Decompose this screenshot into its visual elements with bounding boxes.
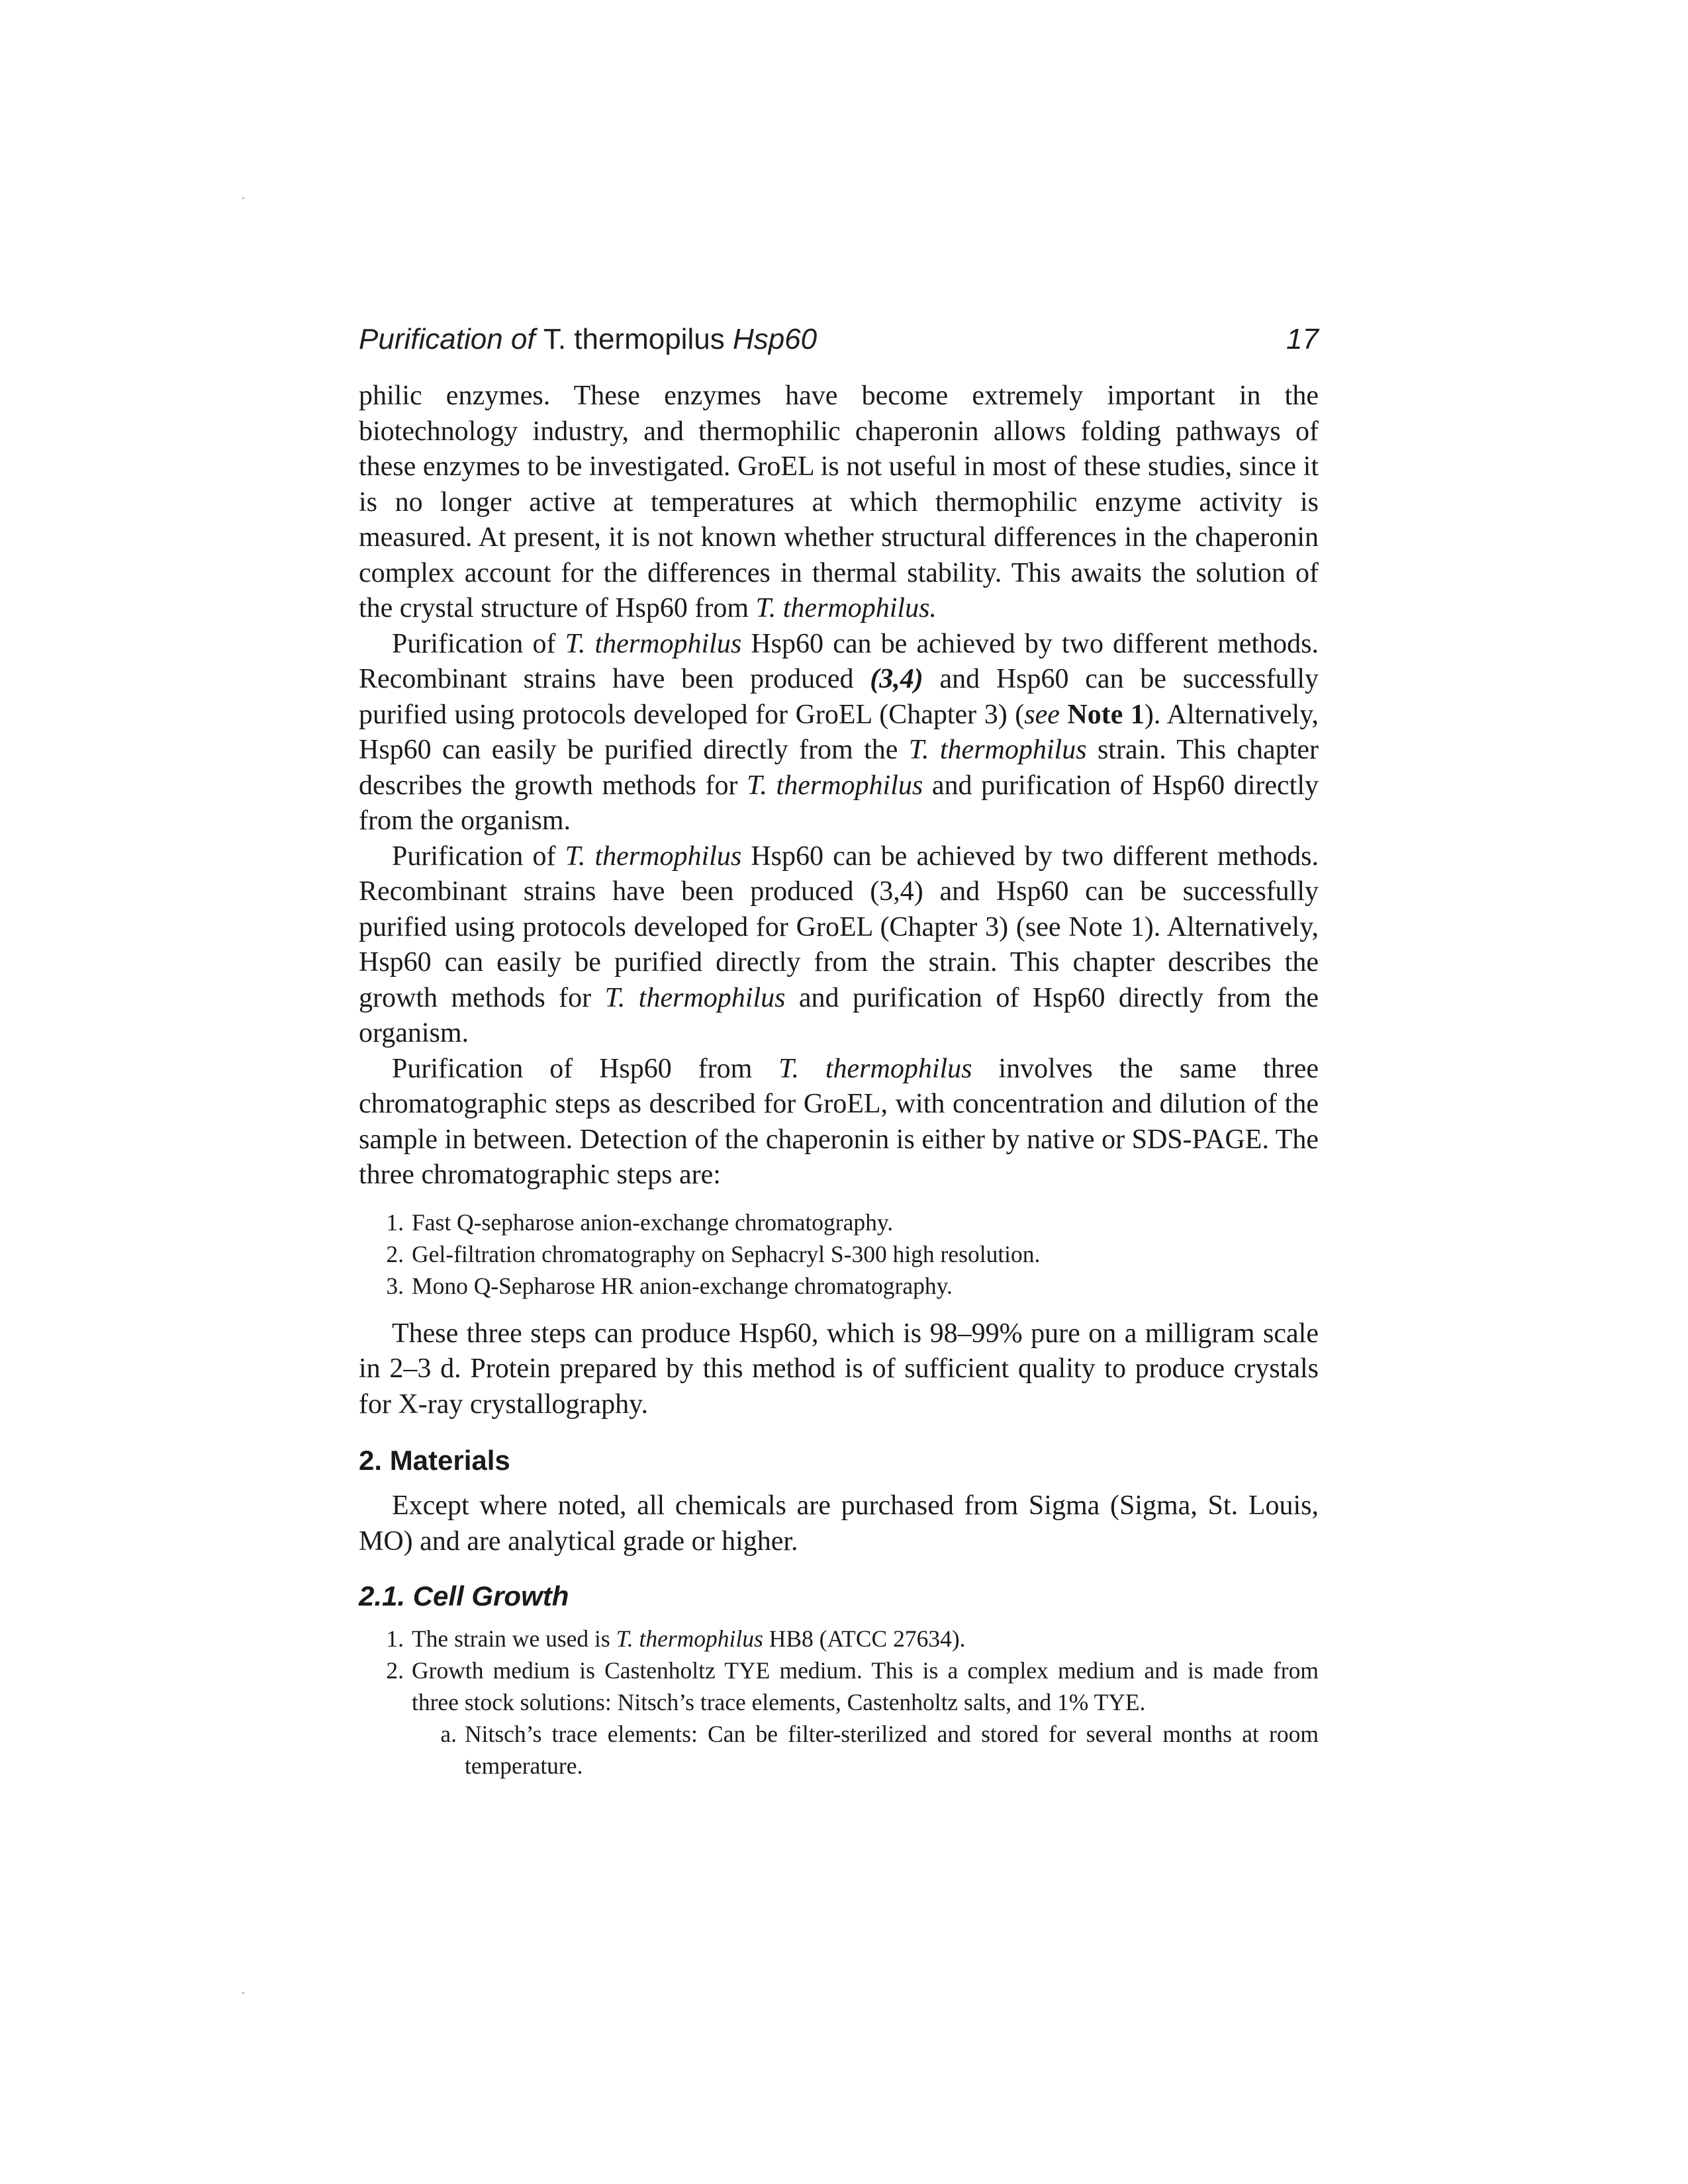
scan-mark-bottom — [242, 1992, 244, 1994]
list-subitem: a. Nitsch’s trace elements: Can be filter-sterilized and stored for several months at room temperature. — [440, 1721, 1319, 1779]
list-item: 2. Growth medium is Castenholtz TYE medium. This is a complex medium and is made from three stock solutions: Nitsch’s trace elements, Castenholtz salts, and 1% TYE. — [386, 1657, 1319, 1715]
list-item: 2. Gel-filtration chromatography on Sephacryl S-300 high resolution. — [386, 1240, 1041, 1267]
scan-mark-top — [242, 197, 244, 199]
page-number: 17 — [1286, 323, 1319, 355]
paragraph-4: Purification of Hsp60 from T. thermophilus involves the same three chromatographic steps as described for GroEL, with concentration and dilution of the sample in between. Detection of the chaperonin is either by native or SDS-PAGE. The three chromatographic steps are: — [359, 1053, 1319, 1190]
list-item: 1. Fast Q-sepharose anion-exchange chromatography. — [386, 1208, 894, 1236]
paragraph-2: Purification of T. thermophilus Hsp60 can be achieved by two different methods. Recombinant strains have been produced (3,4) and Hsp60 can be successfully purified using protocols developed for GroEL (Chapter 3) (see Note 1). Alternatively, Hsp60 can easily be purified directly from the T. thermophilus strain. This chapter describes the growth methods for T. thermophilus and purification of Hsp60 directly from the organism. — [359, 628, 1319, 836]
page-content — [359, 323, 1319, 1782]
paragraph-5: These three steps can produce Hsp60, which is 98–99% pure on a milligram scale in 2–3 d. Protein prepared by this method is of sufficient quality to produce crystals for X-ray crystallography. — [359, 1318, 1319, 1420]
running-title: Purification of T. thermopilus Hsp60 — [359, 323, 818, 355]
paragraph-3: Purification of T. thermophilus Hsp60 can be achieved by two different methods. Recombinant strains have been produced (3,4) and Hsp60 can be successfully purified using protocols developed for GroEL (Chapter 3) (see Note 1). Alternatively, Hsp60 can easily be purified directly from the strain. This chapter describes the growth methods for T. thermophilus and purification of Hsp60 directly from the organism. — [359, 841, 1319, 1048]
subsection-heading-cell-growth: 2.1. Cell Growth — [359, 1580, 569, 1612]
list-item: 1. The strain we used is T. thermophilus HB8 (ATCC 27634). — [386, 1625, 966, 1652]
cell-growth-list — [359, 1623, 1319, 1782]
chromatography-steps-list — [359, 1206, 1319, 1302]
paragraph-6: Except where noted, all chemicals are purchased from Sigma (Sigma, St. Louis, MO) and are analytical grade or higher. — [359, 1490, 1319, 1557]
list-item: 3. Mono Q-Sepharose HR anion-exchange chromatography. — [386, 1272, 953, 1299]
paragraph-1: philic enzymes. These enzymes have become extremely important in the biotechnology industry, and thermophilic chaperonin allows folding pathways of these enzymes to be investigated. GroEL is not useful in most of these studies, since it is no longer active at temperatures at which thermophilic enzyme activity is measured. At present, it is not known whether structural differences in the chaperonin complex account for the differences in thermal stability. This awaits the solution of the crystal structure of Hsp60 from T. thermophilus. — [359, 381, 1319, 623]
running-header — [359, 323, 1319, 356]
section-heading-materials: 2. Materials — [359, 1445, 510, 1476]
